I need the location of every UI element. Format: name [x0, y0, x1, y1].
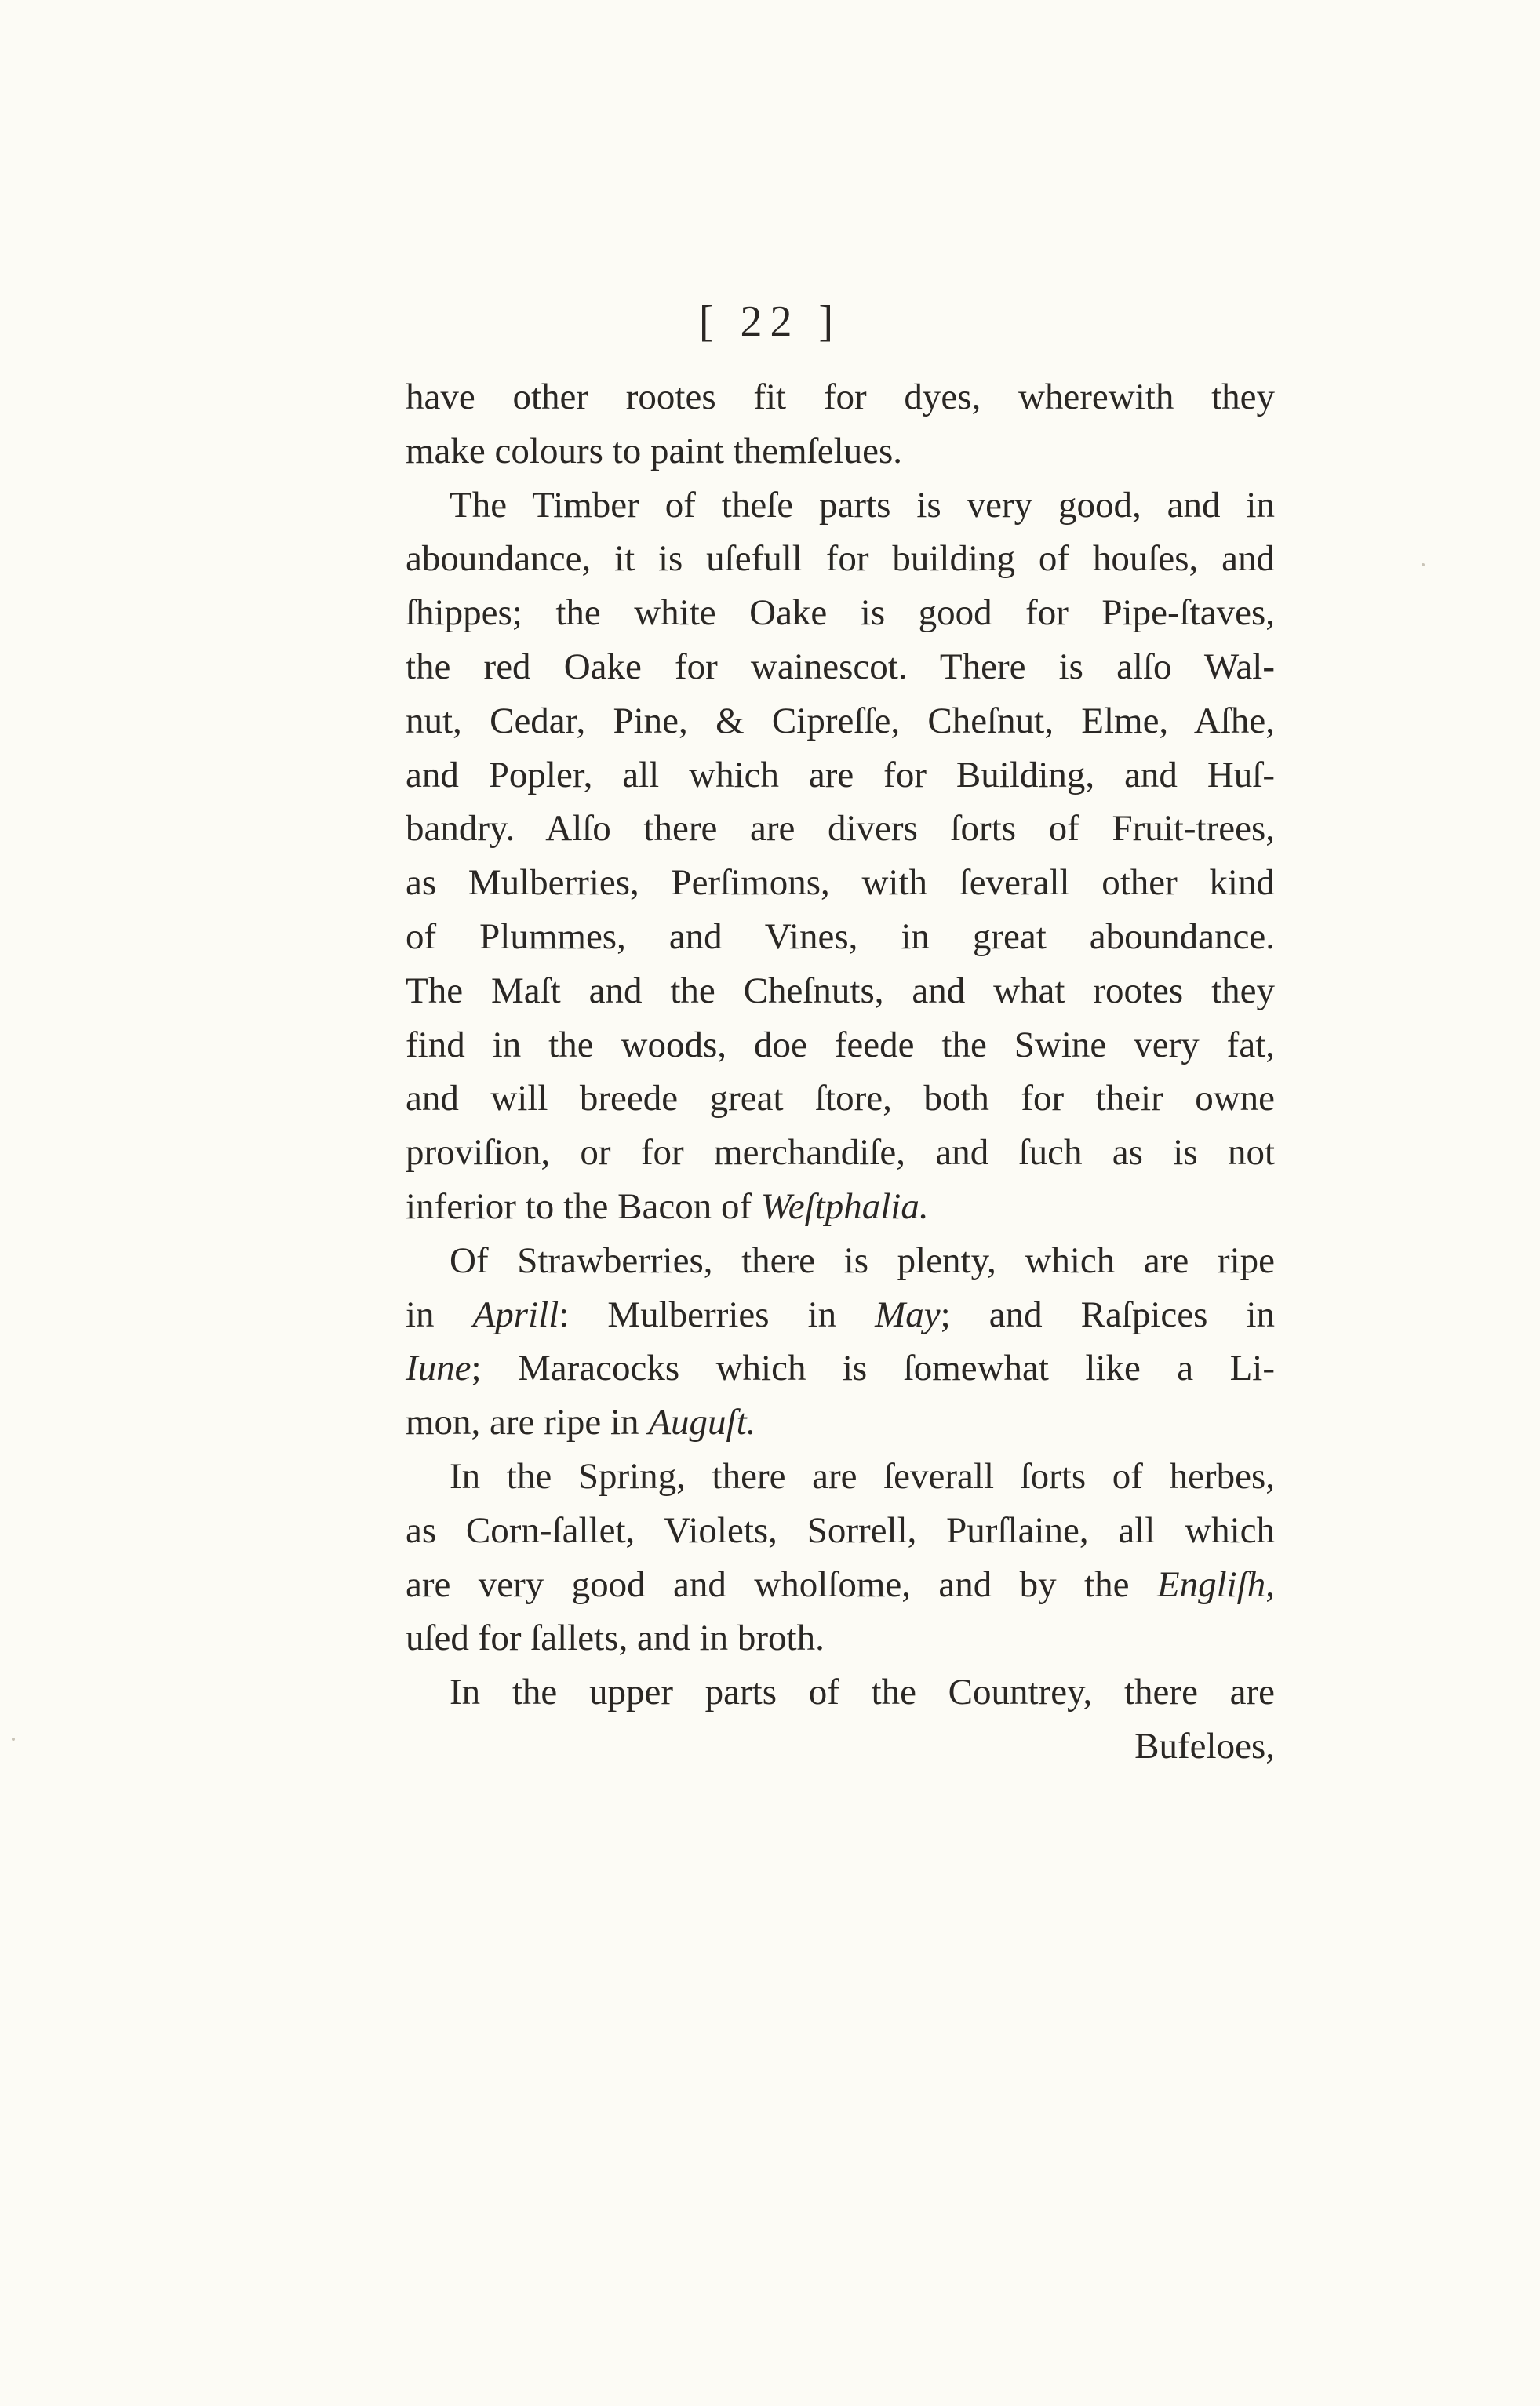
- text-line: [406, 479, 1275, 533]
- text-segment: find in the woods, doe feede the Swine very fat,: [406, 1024, 1275, 1065]
- text-segment: In the Spring, there are ſeverall ſorts of herbes,: [450, 1455, 1275, 1497]
- italic-text: Iune: [406, 1348, 471, 1389]
- text-line: [406, 640, 1275, 694]
- text-line: [406, 1018, 1275, 1072]
- text-line: [406, 1611, 1275, 1665]
- text-line: [406, 1234, 1275, 1288]
- italic-text: Engliſh: [1156, 1563, 1266, 1605]
- text-segment: The Maſt and the Cheſnuts, and what rootes they: [406, 970, 1275, 1011]
- text-line: [406, 1072, 1275, 1126]
- text-line: [406, 370, 1275, 424]
- text-line: [406, 532, 1275, 586]
- text-segment: Of Strawberries, there is plenty, which are ripe: [450, 1239, 1275, 1281]
- italic-text: May: [875, 1294, 941, 1335]
- text-line: [406, 1341, 1275, 1396]
- text-segment: ſhippes; the white Oake is good for Pipe-ſtaves,: [406, 592, 1275, 634]
- text-segment: and will breede great ſtore, both for their owne: [406, 1078, 1275, 1119]
- page-number: [ 22 ]: [698, 297, 842, 346]
- text-segment: make colours to paint themſelues.: [406, 430, 903, 471]
- text-line: [406, 1720, 1275, 1774]
- text-line: [406, 1504, 1275, 1558]
- text-segment: nut, Cedar, Pine, & Ciprеſſe, Cheſnut, Elme, Aſhe,: [406, 700, 1275, 741]
- text-segment: The Timber of theſe parts is very good, and in: [450, 484, 1275, 526]
- text-segment: of Plummes, and Vines, in great aboundance.: [406, 915, 1275, 957]
- italic-text: Aprill: [472, 1294, 559, 1335]
- text-line: [406, 586, 1275, 640]
- text-line: [406, 802, 1275, 856]
- italic-text: Auguſt.: [648, 1402, 756, 1443]
- text-segment: uſed for ſallets, and in broth.: [406, 1618, 825, 1659]
- text-segment: as Corn-ſallet, Violets, Sorrell, Purſlaine, all which: [406, 1509, 1275, 1551]
- text-line: [406, 1288, 1275, 1342]
- paper-speck: [12, 1738, 15, 1741]
- text-segment: as Mulberries, Perſimons, with ſeverall other kind: [406, 862, 1275, 904]
- text-segment: in: [406, 1294, 473, 1335]
- text-line: [406, 694, 1275, 748]
- text-segment: In the upper parts of the Countrey, there are: [450, 1672, 1275, 1713]
- body-text: [406, 370, 1275, 1774]
- text-line: [406, 1180, 1275, 1234]
- italic-text: Weſtphalia.: [760, 1185, 929, 1227]
- text-segment: aboundance, it is uſefull for building of houſes, and: [406, 538, 1275, 580]
- text-segment: inferior to the Bacon of: [406, 1185, 761, 1227]
- text-segment: bandry. Alſo there are divers ſorts of Fruit-trees,: [406, 808, 1275, 850]
- text-segment: ; and Raſpices in: [940, 1294, 1275, 1335]
- text-line: [406, 1126, 1275, 1180]
- text-line: [406, 1450, 1275, 1504]
- text-segment: the red Oake for wainescot. There is alſo Wal-: [406, 646, 1275, 687]
- text-segment: ,: [1265, 1563, 1275, 1605]
- text-segment: and Popler, all which are for Building, and Huſ-: [406, 754, 1275, 795]
- text-line: [406, 856, 1275, 910]
- text-line: [406, 424, 1275, 479]
- text-segment: ; Maracocks which is ſomewhat like a Li-: [471, 1348, 1275, 1389]
- text-line: [406, 1558, 1275, 1612]
- text-line: [406, 910, 1275, 964]
- text-line: [406, 1396, 1275, 1450]
- text-line: [406, 1665, 1275, 1720]
- text-line: [406, 964, 1275, 1018]
- paper-speck: [1422, 563, 1425, 566]
- text-line: [406, 748, 1275, 803]
- text-segment: are very good and wholſome, and by the: [406, 1563, 1157, 1605]
- text-segment: have other rootes fit for dyes, wherewith they: [406, 377, 1275, 417]
- text-segment: Bufeloes,: [1134, 1725, 1275, 1767]
- text-segment: proviſion, or for merchandiſe, and ſuch as is not: [406, 1132, 1275, 1174]
- text-segment: : Mulberries in: [559, 1294, 876, 1335]
- text-segment: mon, are ripe in: [406, 1402, 649, 1443]
